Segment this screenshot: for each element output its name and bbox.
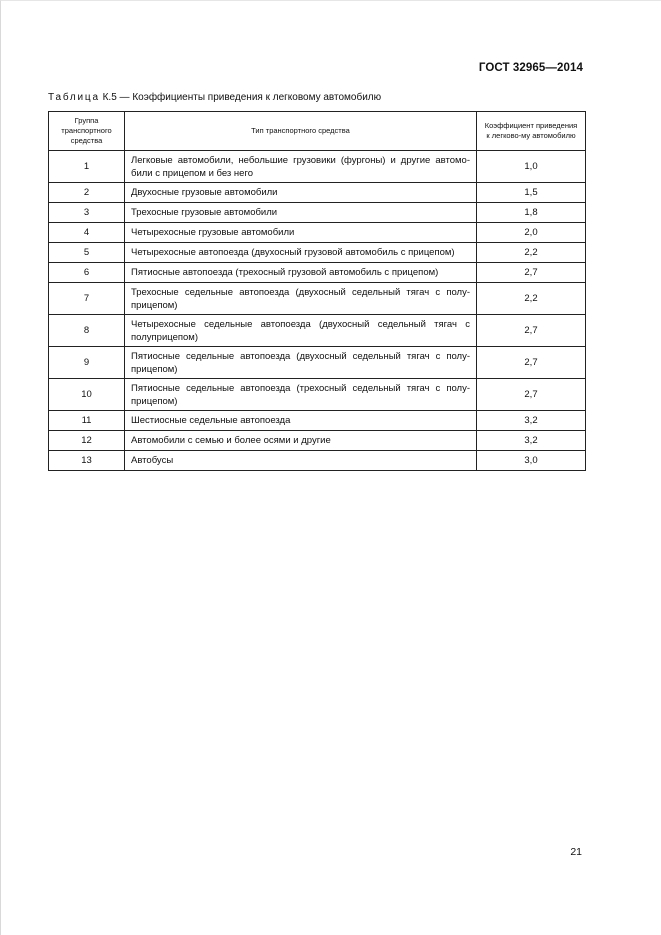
cell-coefficient: 2,7 <box>477 347 586 379</box>
cell-group: 1 <box>49 151 125 183</box>
header-coefficient: Коэффициент приведения к легково-му автомобилю <box>477 112 586 151</box>
cell-coefficient: 3,2 <box>477 431 586 451</box>
caption-id: К.5 <box>102 92 117 103</box>
cell-coefficient: 3,2 <box>477 411 586 431</box>
cell-coefficient: 2,2 <box>477 283 586 315</box>
table-header-row <box>49 112 586 151</box>
cell-coefficient: 2,2 <box>477 243 586 263</box>
caption-label: Таблица <box>48 92 100 103</box>
table-row <box>49 315 586 347</box>
table-row <box>49 411 586 431</box>
cell-group: 5 <box>49 243 125 263</box>
cell-coefficient: 1,5 <box>477 183 586 203</box>
table-row <box>49 451 586 471</box>
table-row <box>49 223 586 243</box>
cell-group: 8 <box>49 315 125 347</box>
cell-type: Легковые автомобили, небольшие грузовики (фургоны) и другие автомо-били с прицепом и без него <box>125 151 477 183</box>
cell-type: Пятиосные седельные автопоезда (двухосный седельный тягач с полу-прицепом) <box>125 347 477 379</box>
document-code: ГОСТ 32965—2014 <box>478 62 583 74</box>
cell-coefficient: 1,8 <box>477 203 586 223</box>
cell-type: Трехосные седельные автопоезда (двухосный седельный тягач с полу-прицепом) <box>125 283 477 315</box>
cell-type: Автомобили с семью и более осями и другие <box>125 431 477 451</box>
table-row <box>49 183 586 203</box>
header-type: Тип транспортного средства <box>125 112 477 151</box>
cell-group: 12 <box>49 431 125 451</box>
page-number: 21 <box>570 846 582 858</box>
cell-group: 6 <box>49 263 125 283</box>
cell-group: 13 <box>49 451 125 471</box>
caption-text: — Коэффициенты приведения к легковому автомобилю <box>119 92 382 103</box>
cell-type: Пятиосные седельные автопоезда (трехосный седельный тягач с полу-прицепом) <box>125 379 477 411</box>
table-row <box>49 203 586 223</box>
table-row <box>49 263 586 283</box>
cell-coefficient: 2,7 <box>477 315 586 347</box>
cell-type: Трехосные грузовые автомобили <box>125 203 477 223</box>
cell-coefficient: 2,7 <box>477 379 586 411</box>
cell-type: Автобусы <box>125 451 477 471</box>
cell-group: 4 <box>49 223 125 243</box>
cell-coefficient: 3,0 <box>477 451 586 471</box>
table-row <box>49 431 586 451</box>
cell-type: Двухосные грузовые автомобили <box>125 183 477 203</box>
cell-group: 9 <box>49 347 125 379</box>
table-caption <box>48 92 381 103</box>
cell-type: Шестиосные седельные автопоезда <box>125 411 477 431</box>
table-row <box>49 347 586 379</box>
cell-group: 10 <box>49 379 125 411</box>
cell-group: 7 <box>49 283 125 315</box>
cell-type: Четырехосные автопоезда (двухосный грузовой автомобиль с прицепом) <box>125 243 477 263</box>
cell-type: Пятиосные автопоезда (трехосный грузовой автомобиль с прицепом) <box>125 263 477 283</box>
table-row <box>49 379 586 411</box>
table-row <box>49 243 586 263</box>
cell-type: Четырехосные грузовые автомобили <box>125 223 477 243</box>
coefficients-table <box>48 111 586 471</box>
cell-type: Четырехосные седельные автопоезда (двухосный седельный тягач с полуприцепом) <box>125 315 477 347</box>
header-group: Группа транспортного средства <box>49 112 125 151</box>
table-row <box>49 283 586 315</box>
cell-coefficient: 2,0 <box>477 223 586 243</box>
cell-coefficient: 1,0 <box>477 151 586 183</box>
cell-group: 3 <box>49 203 125 223</box>
cell-group: 11 <box>49 411 125 431</box>
cell-group: 2 <box>49 183 125 203</box>
table-row <box>49 151 586 183</box>
cell-coefficient: 2,7 <box>477 263 586 283</box>
